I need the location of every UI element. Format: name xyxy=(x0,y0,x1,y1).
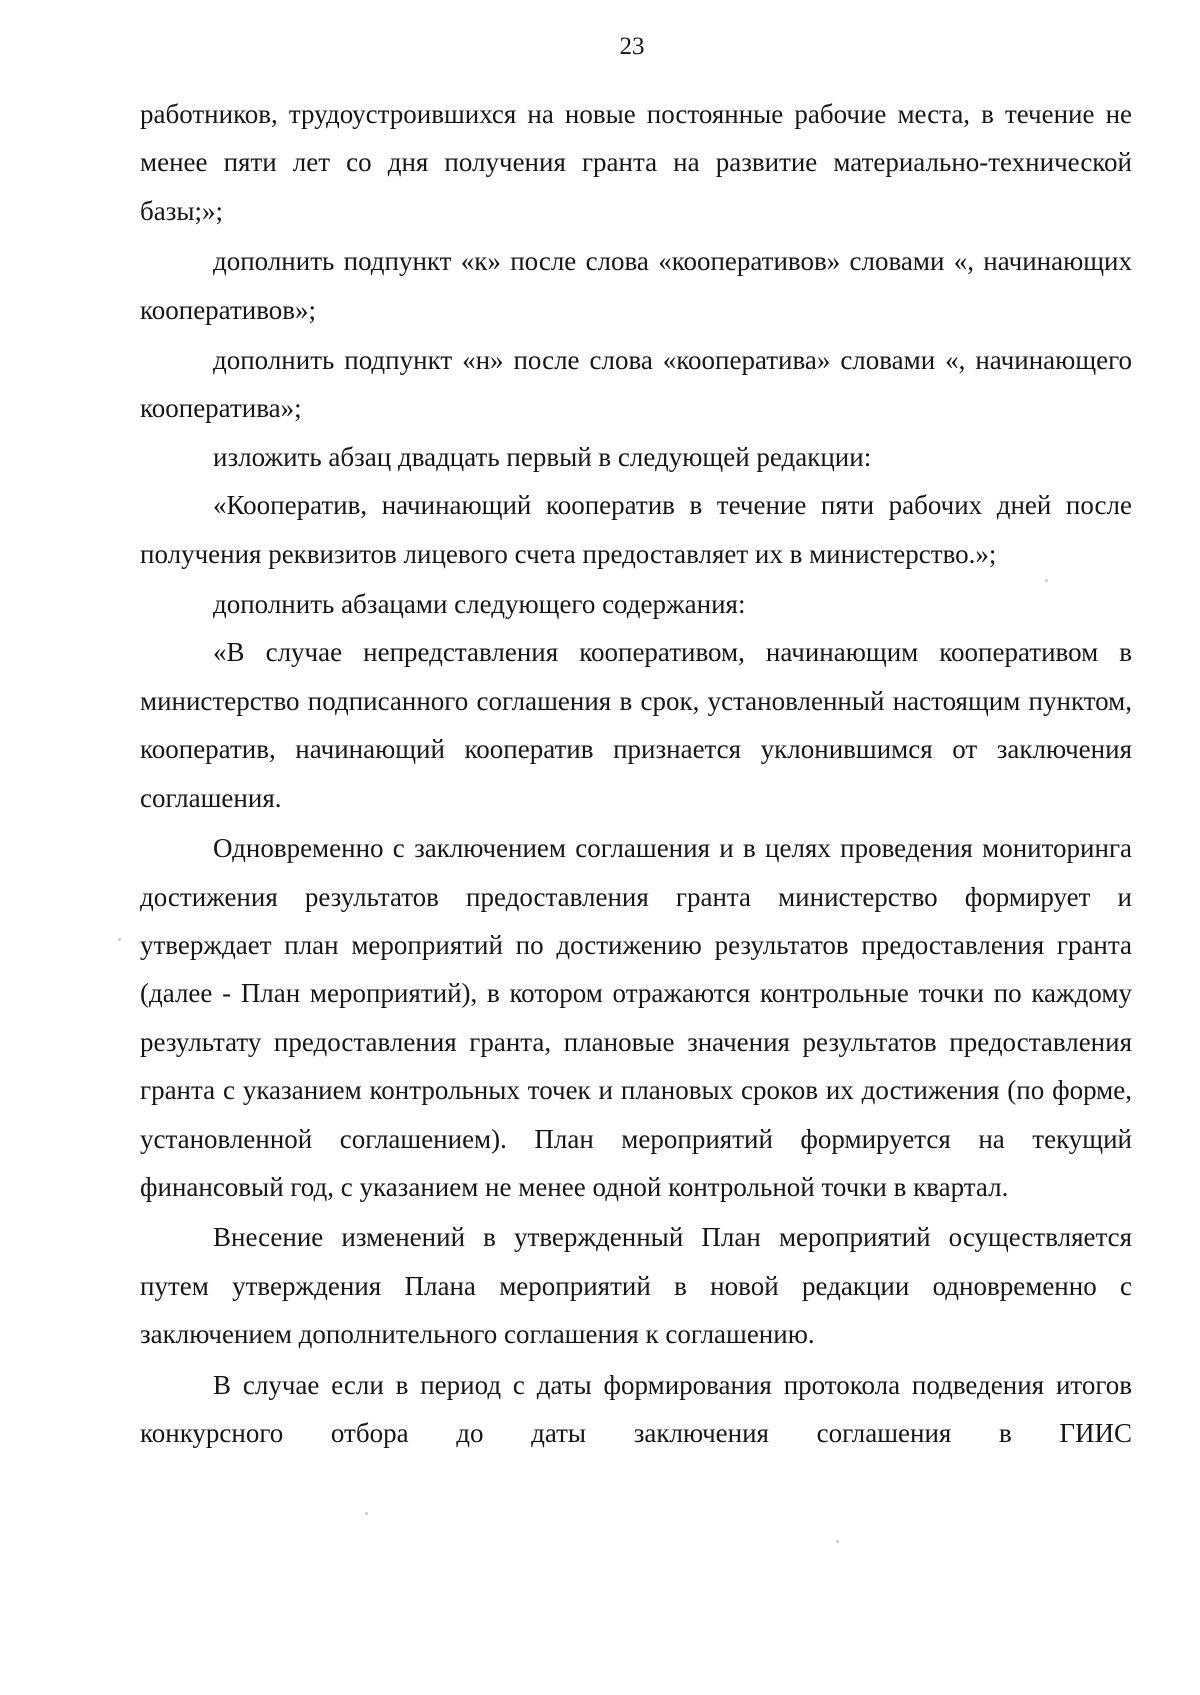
paragraph-continuation: работников, трудоустроившихся на новые постоянные рабочие места, в течение не менее пяти лет со дня получения гранта на развитие материально-технической базы;»; xyxy=(140,99,1132,226)
document-body xyxy=(140,90,1132,1457)
paragraph-non-submission: «В случае непредставления кооперативом, начинающим кооперативом в министерство подписанного соглашения в срок, установленный настоящим пунктом, кооператив, начинающий кооператив признается уклонившимся от заключения соглашения. xyxy=(140,637,1132,813)
paragraph-amendment-k: дополнить подпункт «к» после слова «кооперативов» словами «, начинающих кооперативов»; xyxy=(140,246,1132,325)
paragraph-amendment-n: дополнить подпункт «н» после слова «кооператива» словами «, начинающего кооператива»; xyxy=(140,345,1132,424)
scan-speck xyxy=(118,938,121,941)
paragraph-cooperative-account: «Кооператив, начинающий кооператив в течение пяти рабочих дней после получения реквизитов лицевого счета предоставляет их в министерство.»; xyxy=(140,490,1132,569)
paragraph-add-paragraphs: дополнить абзацами следующего содержания: xyxy=(213,589,746,620)
paragraph-plan-changes: Внесение изменений в утвержденный План мероприятий осуществляется путем утверждения Плана мероприятий в новой редакции одновременно с заключением дополнительного соглашения к соглашению. xyxy=(140,1222,1132,1350)
scan-speck xyxy=(836,1540,839,1543)
scan-speck xyxy=(365,1512,368,1515)
scan-speck xyxy=(1045,579,1048,582)
paragraph-period-case: В случае если в период с даты формирования протокола подведения итогов конкурсного отбора до даты заключения соглашения в ГИИС xyxy=(140,1369,1132,1448)
paragraph-monitoring-plan: Одновременно с заключением соглашения и в целях проведения мониторинга достижения результатов предоставления гранта министерство формирует и утверждает план мероприятий по достижению результатов предоставления гранта (далее - План мероприятий), в котором отражаются контрольные точки по каждому результату предоставления гранта, плановые значения результатов предоставления гранта с указанием контрольных точек и плановых сроков их достижения (по форме, установленной соглашением). План мероприятий формируется на текущий финансовый год, с указанием не менее одной контрольной точки в квартал. xyxy=(140,833,1132,1202)
page-number: 23 xyxy=(619,33,645,60)
paragraph-amendment-21: изложить абзац двадцать первый в следующей редакции: xyxy=(213,441,872,472)
